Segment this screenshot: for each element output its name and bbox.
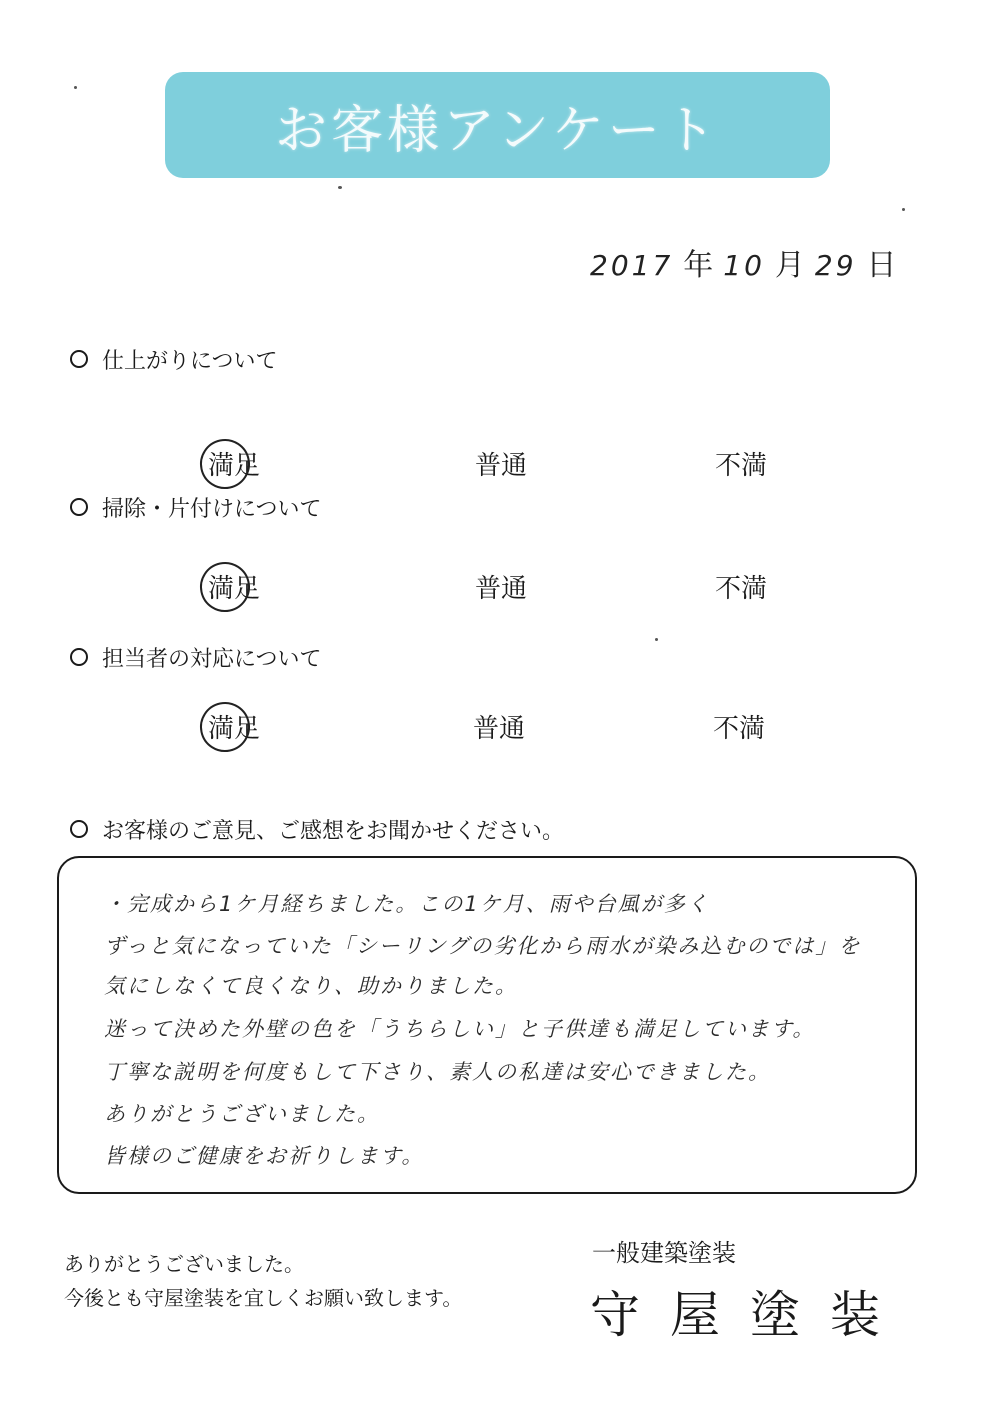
thanks-message	[64, 1247, 462, 1315]
question-label: 掃除・片付けについて	[102, 496, 322, 522]
page-title: お客様アンケート	[275, 100, 720, 161]
company-type: 一般建築塗装	[592, 1239, 736, 1267]
circle-bullet-icon	[70, 498, 88, 516]
comment-line: 迷って決めた外壁の色を「うちらしい」と子供達も満足しています。	[104, 1017, 816, 1041]
question-label: 担当者の対応について	[102, 646, 322, 672]
date-month-unit: 月	[774, 248, 805, 283]
option-satisfied[interactable]: 満足	[208, 445, 260, 482]
comment-line: 気にしなくて良くなり、助かりました。	[104, 974, 518, 998]
comment-line: ずっと気になっていた「シーリングの劣化から雨水が染み込むのでは」を	[104, 934, 862, 958]
comment-line: 皆様のご健康をお祈りします。	[104, 1144, 425, 1168]
rating-options-staff	[0, 708, 1000, 758]
date-day: 29	[814, 249, 857, 282]
circle-bullet-icon	[70, 350, 88, 368]
date-day-unit: 日	[866, 248, 897, 283]
comment-line: ありがとうございました。	[104, 1102, 380, 1126]
option-average[interactable]: 普通	[475, 451, 528, 481]
date-month: 10	[723, 249, 765, 282]
title-banner	[165, 72, 830, 178]
option-average[interactable]: 普通	[475, 574, 528, 604]
circle-bullet-icon	[70, 820, 88, 838]
date-line	[590, 240, 920, 290]
option-dissatisfied[interactable]: 不満	[713, 714, 766, 744]
question-finish	[70, 342, 278, 376]
circle-bullet-icon	[70, 648, 88, 666]
date-year: 2017	[590, 249, 674, 282]
scan-speck	[74, 86, 77, 89]
question-label: お客様のご意見、ご感想をお聞かせください。	[102, 818, 565, 844]
company-name: 守屋塗装	[590, 1286, 910, 1344]
comment-line: 丁寧な説明を何度もして下さり、素人の私達は安心できました。	[104, 1060, 771, 1084]
option-satisfied[interactable]: 満足	[208, 708, 260, 745]
thanks-line: ありがとうございました。	[64, 1252, 304, 1276]
question-cleanup	[70, 490, 322, 524]
option-satisfied[interactable]: 満足	[208, 568, 260, 605]
thanks-line: 今後とも守屋塗装を宜しくお願い致します。	[64, 1286, 463, 1310]
comment-box	[57, 856, 917, 1194]
scan-speck	[902, 208, 905, 211]
question-label: 仕上がりについて	[102, 348, 278, 374]
comment-line: ・完成から1ケ月経ちました。この1ケ月、雨や台風が多く	[104, 892, 710, 916]
question-comments	[70, 812, 564, 846]
date-year-unit: 年	[683, 248, 714, 283]
scan-speck	[338, 186, 342, 189]
question-staff	[70, 640, 322, 674]
scan-speck	[655, 638, 658, 641]
option-average[interactable]: 普通	[473, 714, 526, 744]
option-dissatisfied[interactable]: 不満	[715, 451, 768, 481]
rating-options-cleanup	[0, 568, 1000, 618]
rating-options-finish	[0, 445, 1000, 495]
option-dissatisfied[interactable]: 不満	[715, 574, 768, 604]
